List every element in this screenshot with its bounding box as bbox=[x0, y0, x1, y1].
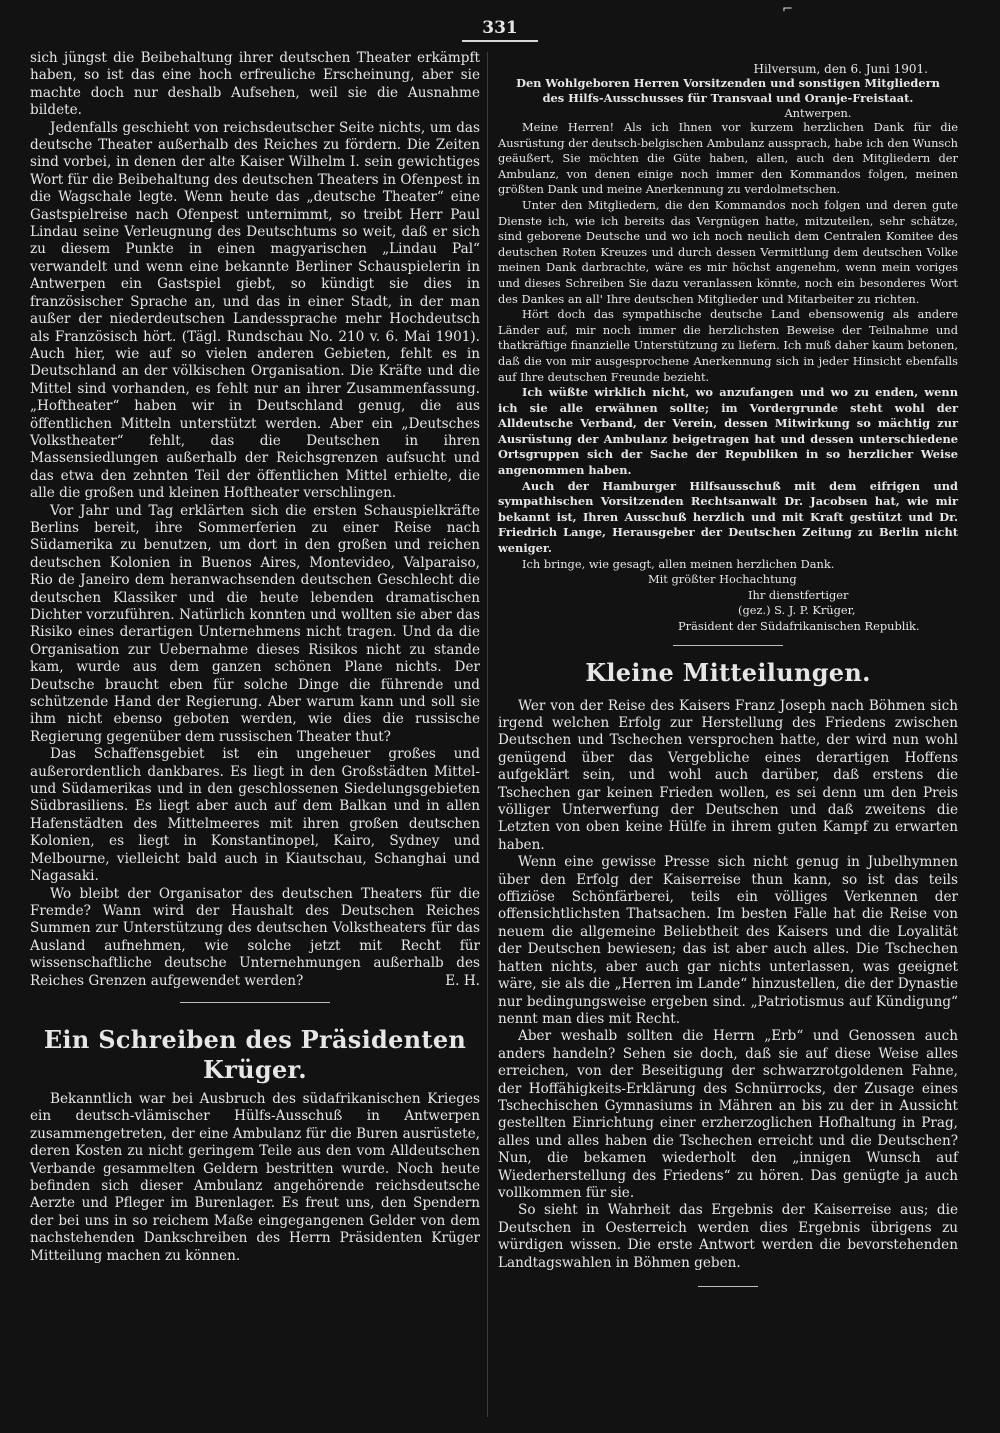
article-paragraph: Jedenfalls geschieht von reichsdeutscher Seite nichts, um das deutsche Theater außerhalb des Reiches zu fördern. Die Zeiten sind vorbei, in denen der alte Kaiser Wilhelm I. sein gewichtiges Wort für die Beibehaltung des deutschen Theaters in Ofenpest in die Wagschale legte. Wenn heute das „deutsche Theater“ eine Gastspielreise nach Ofenpest unternimmt, so treibt Herr Paul Lindau seine Verleugnung des Deutschtums so weit, daß er sich zu diesem Punkte in einen magyarischen „Lindau Pal“ verwandelt und wenn eine bekannte Berliner Schauspielerin in Antwerpen ein Gastspiel giebt, so kündigt sie dies in französischer Sprache an, und das in einer Stadt, in der man außer der niederdeutschen Landessprache mehr Hochdeutsch als Französisch hört. (Tägl. Rundschau No. 210 v. 6. Mai 1901). Auch hier, wie auf so vielen anderen Gebieten, fehlt es in Deutschland an der völkischen Organisation. Die Kräfte und die Mittel sind vorhanden, es fehlt nur an ihrer Zusammenfassung. „Hoftheater“ haben wir in Deutschland genug, die aus öffentlichen Mitteln unterstützt werden. Aber ein „Deutsches Volkstheater“ fehlt, das die Deutschen in ihren Massensiedlungen außerhalb der Reichsgrenzen aufsucht und das etwa den zehnten Teil der öffentlichen Mittel erhielte, die alle die großen und kleinen Hoftheater verschlingen. bbox=[30, 119, 480, 502]
letter-closing-line: Mit größter Hochachtung bbox=[648, 572, 797, 587]
krueger-section-title: Ein Schreiben des Präsidenten Krüger. bbox=[43, 1024, 467, 1084]
letter-closing-line: Ihr dienstfertiger bbox=[748, 587, 849, 602]
letter-closing bbox=[498, 557, 958, 635]
letter-paragraph: Unter den Mitgliedern, die den Kommandos noch folgen und deren gute Dienste ich, wie ich bereits das Vergnügen hatte, mitzuteilen, sehr schätze, sind geborene Deutsche und wo ich noch neulich dem Centralen Komitee des deutschen Roten Kreuzes und durch dessen Vermittlung dem deutschen Volke meinen Dank darbrachte, wäre es mir höchst angenehm, wenn mein voriges und dieses Schreiben Sie dazu veranlassen könnte, noch ein besonderes Wort des Dankes an all' Ihre deutschen Mitglieder und Mitarbeiter zu richten. bbox=[498, 197, 958, 306]
article-paragraph: Vor Jahr und Tag erklärten sich die ersten Schauspielkräfte Berlins bereit, ihre Sommerferien zu einer Reise nach Südamerika zu benutzen, um dort in den großen und reichen deutschen Kolonien in Buenos Aires, Montevideo, Valparaiso, Rio de Janeiro dem heranwachsenden deutschen Geschlecht die deutschen Klassiker und die heute lebenden dramatischen Dichter vorzuführen. Natürlich konnten und wollten sie aber das Risiko eines derartigen Unternehmens nicht tragen. Und da die Organisation zur Uebernahme dieses Risikos nicht zu stande kam, wurde aus dem ganzen schönen Plane nichts. Der Deutsche braucht eben für solche Dinge die führende und schützende Hand der Regierung. Aber warum kann und soll sie ihm nicht ebenso geboten werden, wie dies die russische Regierung gegenüber dem russischen Theater thut? bbox=[30, 502, 480, 745]
letter-closing-line: Ich bringe, wie gesagt, allen meinen herzlichen Dank. bbox=[522, 556, 835, 571]
mitteilungen-paragraph: Wer von der Reise des Kaisers Franz Joseph nach Böhmen sich irgend welchen Erfolg zur Herstellung des Friedens zwischen Deutschen und Tschechen versprochen hatte, der wird nun wohl genügend über das Vergebliche eines derartigen Hoffens aufgeklärt sein, und wohl auch darüber, daß erstens die Tschechen gar keinen Frieden wollen, es sei denn um den Preis völliger Unterwerfung der Deutschen und daß zweitens die Letzten von oben keine Hülfe in ihrem guten Kampf zu erwarten haben. bbox=[498, 697, 958, 853]
krueger-intro bbox=[30, 1091, 480, 1265]
left-column bbox=[30, 50, 480, 1265]
letter-signature: (gez.) S. J. P. Krüger, bbox=[738, 603, 856, 618]
article-paragraph: sich jüngst die Beibehaltung ihrer deutschen Theater erkämpft haben, so ist das eine hoch erfreuliche Erscheinung, aber sie machte doch nur deshalb Aufsehen, weil sie die Ausnahme bildete. bbox=[30, 50, 480, 119]
mitteilungen-paragraph: So sieht in Wahrheit das Ergebnis der Kaiserreise aus; die Deutschen in Oesterreich werden dies Ergebnis übrigens zu würdigen wissen. Die erste Antwort werden die bevorstehenden Landtagswahlen in Böhmen geben. bbox=[498, 1202, 958, 1271]
article-paragraph bbox=[30, 886, 480, 990]
letter-signature-title: Präsident der Südafrikanischen Republik. bbox=[678, 619, 920, 633]
letter-city: Antwerpen. bbox=[784, 106, 852, 120]
right-column bbox=[498, 62, 958, 1287]
end-rule bbox=[698, 1286, 758, 1287]
mitteilungen-paragraph: Aber weshalb sollten die Herrn „Erb“ und Genossen auch anders handeln? Sehen sie doch, daß sie auf diese Weise alles erreichen, von der Beseitigung der schwarzrotgoldenen Fahne, der Hoffähigkeits-Erklärung des Schnürrocks, der Zusage eines Tschechischen Gymnasiums in Mähren an bis zu der in Aussicht gestellten Einrichtung einer erzherzoglichen Hofhaltung in Prag, alles und alles haben die Tschechen erreicht und die Deutschen? Nun, die bekamen wiederholt den „innigen Wunsch auf Wiederherstellung des Friedens“ zu hören. Das genügte ja auch vollkommen für sie. bbox=[498, 1028, 958, 1201]
section-divider bbox=[673, 645, 783, 646]
article-paragraph: Das Schaffensgebiet ist ein ungeheuer großes und außerordentlich dankbares. Es liegt in den Großstädten Mittel- und Südamerikas und in den geschlossenen Siedelungsgebieten Südbrasiliens. Es liegt aber auch auf dem Balkan und in allen Hafenstädten des Mittelmeeres mit ihren großen deutschen Kolonien, es liegt in Konstantinopel, Kairo, Sydney und Melbourne, vielleicht bald auch in Kiautschau, Schanghai und Nagasaki. bbox=[30, 746, 480, 885]
page-number-rule bbox=[462, 40, 538, 42]
letter-date: Hilversum, den 6. Juni 1901. bbox=[753, 62, 928, 76]
kleine-mitteilungen-body bbox=[498, 698, 958, 1272]
letter-paragraph: Hört doch das sympathische deutsche Land ebensowenig als andere Länder auf, mir noch immer die herzlichsten Beweise der Teilnahme und thatkräftige finanzielle Unterstützung zu liefern. Ich muß daher kaum betonen, daß die von mir ausgesprochene Anerkennung sich in jeder Hinsicht ebenfalls auf Ihre deutschen Freunde bezieht. bbox=[498, 307, 958, 384]
letter-paragraph: Ich wüßte wirklich nicht, wo anzufangen und wo zu enden, wenn ich sie alle erwähnen sollte; im Vordergrunde steht wohl der Alldeutsche Verband, der Verein, dessen Mitwirkung so mächtig zur Ausrüstung der Ambulanz beigetragen hat und dessen unterschiedene Ortsgruppen sich der Sache der Republiken in so herzlicher Weise angenommen haben. bbox=[498, 385, 958, 478]
mitteilungen-paragraph: Wenn eine gewisse Presse sich nicht genug in Jubelhymnen über den Erfolg der Kaiserreise thun kann, so ist das teils offiziöse Schönfärberei, teils ein völliges Verkennen der offensichtlichsten Thatsachen. Im besten Falle hat die Reise von neuem die allgemeine Beliebtheit des Kaisers und die Loyalität der Deutschen bewiesen; das ist aber auch alles. Die Tschechen hatten nichts, aber auch gar nichts unterlassen, was geeignet wäre, sie als die „Herren im Lande“ hinzustellen, die der Dynastie nur bedingungsweise ergeben sind. „Patriotismus auf Kündigung“ nennt man dies mit Recht. bbox=[498, 854, 958, 1027]
article-closing-text: Wo bleibt der Organisator des deutschen Theaters für die Fremde? Wann wird der Haushalt des Deutschen Reiches Summen zur Unterstützung des deutschen Volkstheaters für das Ausland aufnehmen, wie solche jetzt mit Recht für wissenschaftliche deutsche Unternehmungen außerhalb des Reiches Grenzen aufgewendet werden? bbox=[30, 885, 480, 989]
page-number: 331 bbox=[482, 18, 518, 38]
krueger-intro-paragraph: Bekanntlich war bei Ausbruch des südafrikanischen Krieges ein deutsch-vlämischer Hülfs-Ausschuß in Antwerpen zusammengetreten, der eine Ambulanz für die Buren ausrüstete, deren Kosten zu nicht geringem Teile aus den vom Alldeutschen Verbande gesammelten Geldern bestritten wurde. Noch heute befinden sich dieser Ambulanz angehörende reichsdeutsche Aerzte und Pfleger im Burenlager. Es freut uns, den Spendern der bei uns in so reichem Maße eingegangenen Gelder von dem nachstehenden Dankschreiben des Herrn Präsidenten Krüger Mitteilung machen zu können. bbox=[30, 1090, 480, 1264]
corner-mark: ⌐ bbox=[782, 2, 793, 17]
column-divider bbox=[487, 52, 488, 1417]
letter-paragraph: Meine Herren! Als ich Ihnen vor kurzem herzlichen Dank für die Ausrüstung der deutsch-belgischen Ambulanz aussprach, habe ich den Wunsch geäußert, Sie möchten die Güte haben, allen, auch den Mitgliedern der Ambulanz, von denen einige noch immer den Kommandos folgen, meinen größten Dank und meine Anerkennung zu verdolmetschen. bbox=[498, 120, 958, 197]
theater-article bbox=[30, 50, 480, 990]
article-signature: E. H. bbox=[445, 972, 480, 989]
section-divider bbox=[180, 1002, 330, 1003]
letter-body bbox=[498, 120, 958, 557]
kleine-mitteilungen-title: Kleine Mitteilungen. bbox=[585, 657, 871, 687]
letter-address: Den Wohlgeboren Herren Vorsitzenden und sonstigen Mitgliedern des Hilfs-Ausschusses für Transvaal und Oranje-Freistaat. bbox=[516, 76, 940, 105]
letter-paragraph: Auch der Hamburger Hilfsausschuß mit dem eifrigen und sympathischen Vorsitzenden Rechtsanwalt Dr. Jacobsen hat, wie mir bekannt ist, Ihren Ausschuß herzlich und mit Kraft gestützt und Dr. Friedrich Lange, Herausgeber der Deutschen Zeitung zu Berlin nicht weniger. bbox=[498, 478, 958, 556]
